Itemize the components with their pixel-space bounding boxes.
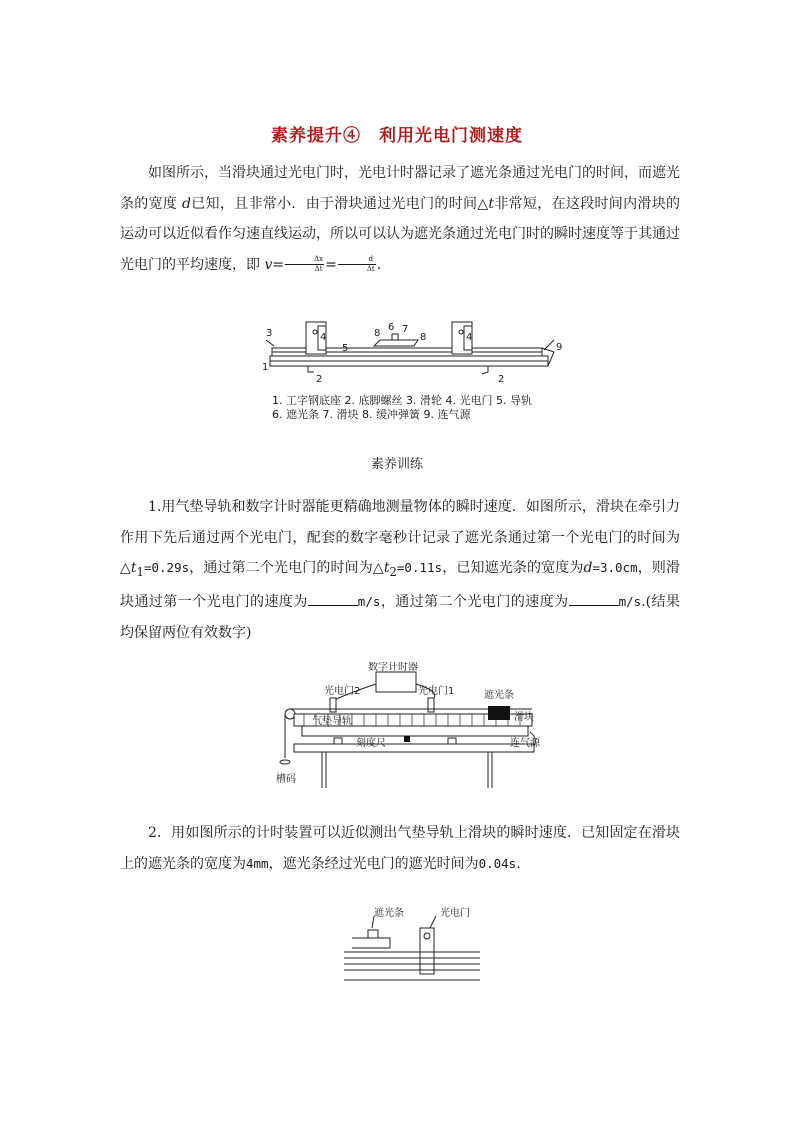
fig2-scale-label: 刻度尺 bbox=[356, 738, 386, 749]
q2-text-b: ，遮光条经过光电门的遮光时间为 bbox=[268, 855, 479, 872]
intro-end: . bbox=[376, 256, 382, 273]
answer-blank-1[interactable] bbox=[308, 591, 358, 606]
fig2-gate2-label: 光电门2 bbox=[324, 686, 361, 697]
fig2-weight-label: 槽码 bbox=[276, 774, 296, 785]
fig1-label-1: 1 bbox=[262, 362, 269, 373]
question-1 bbox=[120, 492, 680, 648]
q1-text-b: ，通过第二个光电门的时间为△ bbox=[189, 560, 384, 576]
fig1-label-6: 6 bbox=[388, 322, 395, 333]
fraction-2-denominator: Δt bbox=[366, 265, 375, 273]
fraction-d-dt bbox=[338, 255, 376, 274]
figure-3-strip-and-gate bbox=[340, 902, 490, 986]
figure-1-air-track bbox=[262, 312, 572, 392]
figure-2-photogate-setup bbox=[272, 662, 562, 792]
fig1-label-2a: 2 bbox=[316, 374, 323, 385]
fig1-label-8b: 8 bbox=[420, 332, 427, 343]
intro-paragraph bbox=[120, 158, 680, 280]
fig2-gate1-label: 光电门1 bbox=[418, 686, 455, 697]
intro-text-2: 已知，且非常小．由于滑块通过光电门的时间△ bbox=[190, 195, 489, 212]
q2-text-a: 2．用如图所示的计时装置可以近似测出气垫导轨上滑块的瞬时速度．已知固定在滑块上的遮光条的宽度为 bbox=[120, 825, 680, 872]
q2-text-c: . bbox=[516, 855, 521, 872]
q1-t2-subscript: 2 bbox=[389, 564, 397, 579]
q2-time-value: 0.04s bbox=[478, 855, 517, 871]
fraction-2-numerator: d bbox=[338, 255, 376, 265]
fig1-label-4a: 4 bbox=[320, 332, 327, 343]
intro-d-symbol: d bbox=[181, 195, 191, 212]
fig1-label-2b: 2 bbox=[498, 374, 505, 385]
fig1-label-8a: 8 bbox=[374, 328, 381, 339]
intro-t-symbol: t bbox=[488, 195, 495, 212]
q1-t2-value: =0.11s bbox=[396, 560, 443, 575]
q1-d-symbol: d bbox=[583, 560, 593, 576]
section-title: 素养训练 bbox=[370, 457, 423, 472]
q1-t1-symbol: t bbox=[130, 560, 137, 576]
q1-text-f: ，通过第二个光电门的速度为 bbox=[380, 594, 569, 611]
fig2-track-label: 气垫导轨 bbox=[312, 716, 352, 727]
fig1-label-3: 3 bbox=[266, 328, 273, 339]
q1-text-a: 1.用气垫导轨和数字计时器能更精确地测量物体的瞬时速度．如图所示，滑块在牵引力作用下先后通过两个光电门，配套的数字毫秒计记录了遮光条通过第一个光电门的时间为△ bbox=[120, 499, 680, 576]
fig2-strip-label: 遮光条 bbox=[484, 690, 514, 701]
fraction-1-numerator: Δx bbox=[285, 255, 324, 265]
fig3-strip-label: 遮光条 bbox=[374, 908, 404, 919]
question-2 bbox=[120, 818, 680, 879]
q1-text-e: ，则滑块通过第一个光电门的速度为 bbox=[120, 560, 680, 611]
q1-text-g: .(结果均保留两位有效数字) bbox=[120, 594, 681, 641]
fig2-air-label: 连气源 bbox=[510, 738, 540, 749]
q1-t1-subscript: 1 bbox=[136, 564, 144, 579]
q1-d-value: =3.0cm bbox=[592, 560, 638, 575]
intro-text-3: 非常短，在这段时间内滑块的运动可以近似看作匀速直线运动，所以可以认为遮光条通过光电门时的瞬时速度等于其通过光电门的平均速度，即 bbox=[120, 195, 681, 273]
fig1-label-9: 9 bbox=[556, 342, 563, 353]
q1-text-c: ，已知遮光条的宽度为 bbox=[442, 560, 584, 576]
fig3-gate-label: 光电门 bbox=[440, 908, 470, 919]
figure-1-caption-line-2: 6. 遮光条 7. 滑块 8. 缓冲弹簧 9. 连气源 bbox=[272, 408, 471, 421]
intro-eq-2: = bbox=[325, 256, 337, 273]
fig2-timer-label: 数字计时器 bbox=[368, 662, 418, 673]
fig1-label-5: 5 bbox=[342, 343, 349, 354]
q1-t2-symbol: t bbox=[383, 560, 390, 576]
q1-unit-1: m/s bbox=[357, 594, 381, 610]
answer-blank-2[interactable] bbox=[569, 591, 619, 606]
figure-1-caption-line-1: 1. 工字钢底座 2. 底脚螺丝 3. 滑轮 4. 光电门 5. 导轨 bbox=[272, 394, 532, 407]
intro-eq-1: = bbox=[272, 256, 285, 273]
fig1-label-7: 7 bbox=[402, 324, 409, 335]
intro-text-1: 如图所示，当滑块通过光电门时，光电计时器记录了遮光条通过光电门的时间，而遮光条的宽度 bbox=[120, 165, 680, 212]
page-title: 素养提升④ 利用光电门测速度 bbox=[271, 126, 523, 146]
intro-v-symbol: v bbox=[264, 256, 273, 273]
fraction-dx-dt bbox=[285, 255, 324, 274]
q1-t1-value: =0.29s bbox=[143, 560, 190, 575]
q2-width-value: 4mm bbox=[246, 855, 269, 871]
q1-unit-2: m/s bbox=[618, 594, 642, 610]
fig2-slider-label: 滑块 bbox=[514, 712, 534, 723]
fraction-1-denominator: Δt bbox=[314, 265, 323, 273]
fig1-label-4b: 4 bbox=[466, 332, 473, 343]
